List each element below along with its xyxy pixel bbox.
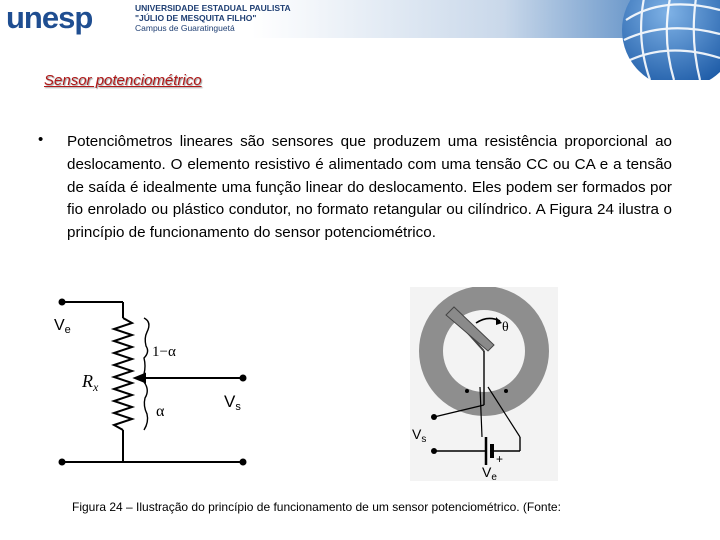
plus-label: + (496, 452, 504, 466)
svg-text:Vs (224, 392, 241, 413)
bullet-text: Potenciômetros lineares são sensores que produzem uma resistência proporcional ao deslocamento. O elemento resistivo é alimentado com uma tensão CC ou CA e a tensão de saída é idealmente uma função linear do deslocamento. Eles podem ser formados por fio enrolado ou plástico condutor, no formato retangular ou cilíndrico. A Figura 24 ilustra o princípio de funcionamento do sensor potenciométrico. (67, 133, 672, 242)
slide-header (0, 0, 720, 72)
rx-label: R (82, 371, 93, 391)
ground-terminal-left (59, 459, 66, 466)
globe-icon (604, 0, 720, 80)
university-name-block (135, 3, 291, 33)
campus-name: Campus de Guaratinguetá (135, 23, 235, 33)
vs-label-right: V (412, 426, 422, 442)
figure-caption: Figura 24 – Ilustração do princípio de funcionamento de um sensor potenciométrico. (Fonte: (72, 500, 561, 514)
potentiometer-circuit-diagram (48, 290, 248, 470)
ve-label: V (54, 317, 65, 334)
ve-terminal (59, 299, 66, 306)
vs-label-sub: s (235, 401, 241, 413)
bullet-icon: • (38, 131, 44, 148)
rotary-potentiometer-diagram (410, 287, 558, 481)
unesp-logo: unesp (6, 0, 93, 35)
svg-text:Ve (54, 317, 71, 336)
vs-label: V (224, 392, 236, 411)
ve-label-right: V (482, 464, 492, 480)
one-minus-alpha-label: 1−α (152, 344, 176, 360)
vs-terminal-right (431, 414, 437, 420)
ve-label-right-sub: e (491, 472, 497, 481)
slide-title: Sensor potenciométrico (44, 72, 202, 89)
vs-terminal (240, 375, 247, 382)
university-line-1: UNIVERSIDADE ESTADUAL PAULISTA (135, 3, 291, 13)
rx-label-sub: x (93, 380, 99, 394)
university-line-2: "JÚLIO DE MESQUITA FILHO" (135, 13, 257, 23)
ground-terminal-right (240, 459, 247, 466)
bullet-paragraph (38, 131, 672, 245)
ve-label-sub: e (64, 324, 71, 336)
alpha-label: α (156, 403, 165, 420)
theta-label: θ (502, 320, 509, 335)
vs-label-right-sub: s (421, 434, 427, 445)
svg-text:Rx (81, 371, 99, 394)
